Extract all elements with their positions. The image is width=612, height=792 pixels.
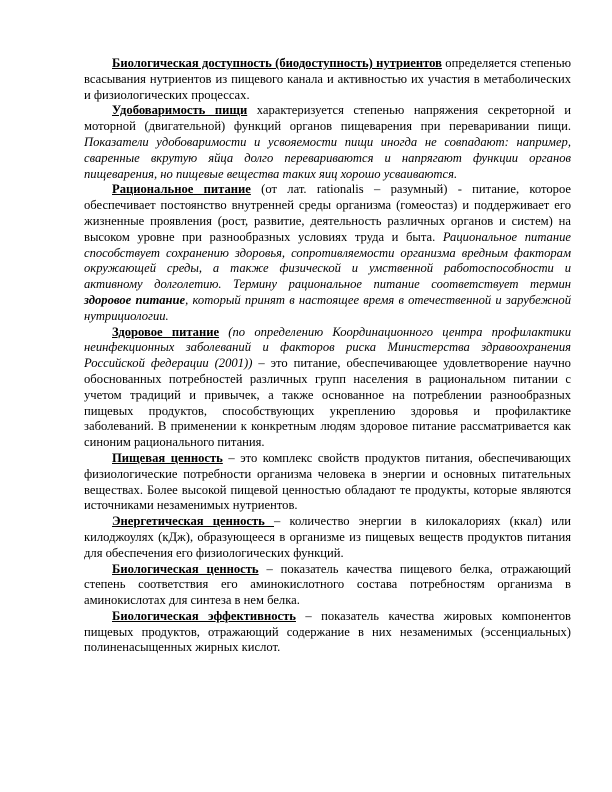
term-energy-value: Энергетическая ценность <box>112 514 275 529</box>
paragraph-digestibility <box>84 103 571 182</box>
definition-text: – количество энергии в килокалориях (ккал) или килоджоулях (кДж), образующееся в организме из пищевых веществ продуктов питания для обеспечения его физиологических функций. <box>84 514 571 560</box>
definition-text: характеризуется степенью напряжения секреторной и моторной (двигательной) функций органов пищеварения при переваривании пищи. <box>84 103 571 134</box>
paragraph-energy-value <box>84 514 571 561</box>
italic-note: Рациональное питание способствует сохранению здоровья, сопротивляемости организма вредным факторам окружающей среды, а также физической и умственной работоспособности и активному долголетию. Термину рациональное питание соответствует термин <box>84 229 571 292</box>
document-page <box>84 56 571 656</box>
paragraph-healthy-nutrition <box>84 325 571 451</box>
paragraph-biological-efficiency <box>84 609 571 656</box>
term-biological-value: Биологическая ценность <box>112 561 259 576</box>
term-digestibility: Удобоваримость пищи <box>112 103 248 118</box>
term-nutritional-value: Пищевая ценность <box>112 450 223 465</box>
paragraph-nutritional-value <box>84 451 571 514</box>
definition-text: – это питание, обеспечивающее удовлетворение научно обоснованных потребностей различных групп населения в рациональном питании с учетом традиций и привычек, а также основанное на потреблении разнообразных пищевых продуктов, способствующих укреплению здоровья и профилактике заболеваний. В применении к конкретным людям здоровое питание рассматривается как синоним рационального питания. <box>84 356 571 450</box>
definition-text: (от лат. rationalis – разумный) - питание, которое обеспечивает постоянство внутренней среды организма (гомеостаз) и поддерживает его жизненные проявления (рост, развитие, деятельность различных органов и систем) на высоком уровне при разнообразных условиях труда и быта. <box>84 182 571 244</box>
paragraph-bioavailability <box>84 56 571 103</box>
italic-note-end: , который принят в настоящее время в отечественной и зарубежной нутрициологии. <box>84 292 572 323</box>
term-healthy-nutrition: Здоровое питание <box>112 324 220 339</box>
italic-note: Показатели удобоваримости и усвояемости пищи иногда не совпадают: например, сваренные вкрутую яйца долго перевариваются и напрягают функции органов пищеварения, но пищевые вещества таких яиц хорошо усваиваются. <box>84 134 571 181</box>
term-bioavailability: Биологическая доступность (биодоступность) нутриентов <box>112 56 442 70</box>
term-biological-efficiency: Биологическая эффективность <box>112 608 296 623</box>
definition-text: – показатель качества пищевого белка, отражающий степень соответствия его аминокислотного состава потребностям организма в аминокислотах для синтеза в нем белка. <box>84 561 571 608</box>
definition-text: определяется степенью всасывания нутриентов из пищевого канала и активностью их участия в метаболических и физиологических процессах. <box>84 56 571 102</box>
term-rational-nutrition: Рациональное питание <box>112 182 251 197</box>
definition-text: – это комплекс свойств продуктов питания, обеспечивающих физиологические потребности организма человека в энергии и основных питательных веществах. Более высокой пищевой ценностью обладают те продукты, которые являются источниками незаменимых нутриентов. <box>84 450 571 513</box>
emphasized-term: здоровое питание <box>84 292 186 307</box>
paragraph-biological-value <box>84 562 571 609</box>
italic-source: (по определению Координационного центра профилактики неинфекционных заболеваний и факторов риска Министерства здравоохранения Российской федерации (2001)) <box>84 324 571 371</box>
definition-text: – показатель качества жировых компонентов пищевых продуктов, отражающий содержание в них незаменимых (эссенциальных) полиненасыщенных жирных кислот. <box>84 608 571 655</box>
paragraph-rational-nutrition <box>84 182 571 324</box>
